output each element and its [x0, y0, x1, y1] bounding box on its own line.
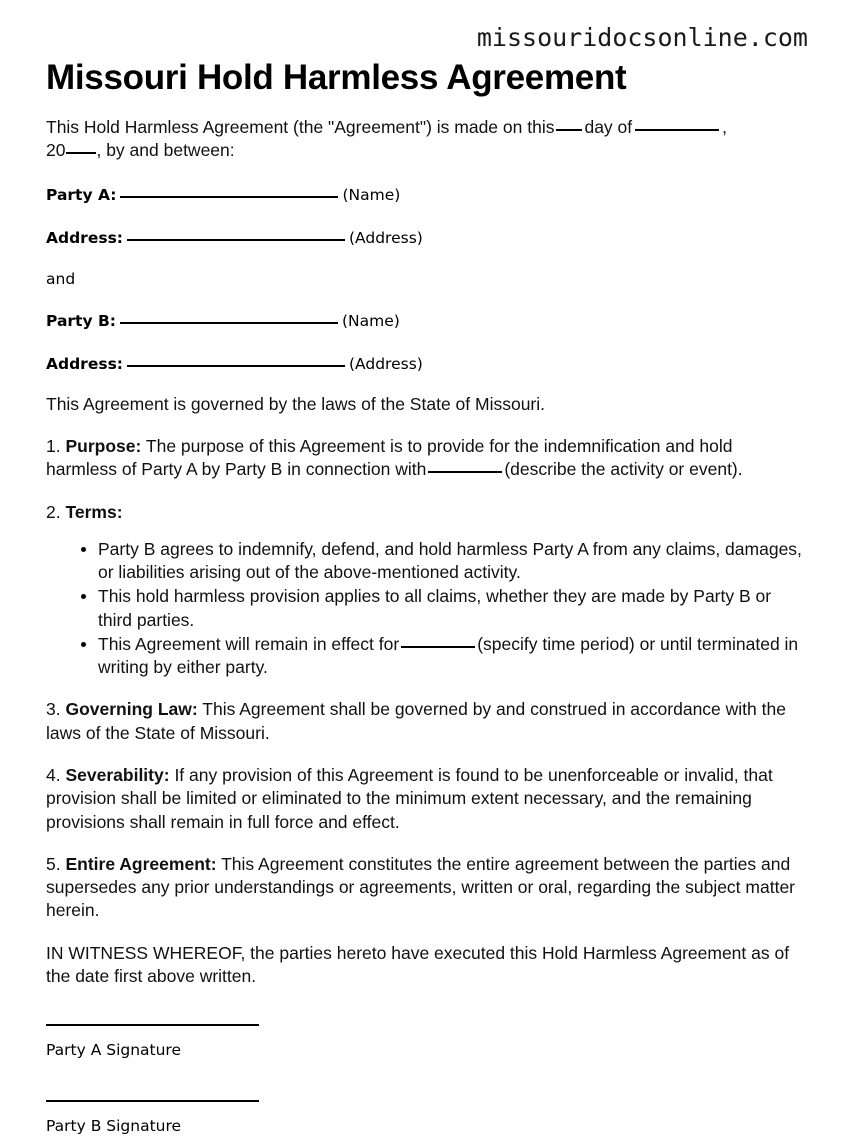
intro-text-before-day: This Hold Harmless Agreement (the "Agreement") is made on this [46, 116, 555, 137]
signature-block [46, 1024, 808, 1136]
party-a-address-row [46, 226, 808, 248]
party-a-address-blank[interactable] [127, 226, 345, 241]
terms-bullet-list [46, 538, 808, 680]
section-governing-law-text: This Agreement shall be governed by and construed in accordance with the laws of the State of Missouri. [46, 699, 786, 743]
party-b-address-row [46, 352, 808, 374]
party-b-name-row [46, 309, 808, 331]
site-watermark: missouridocsonline.com [476, 23, 808, 52]
list-item [80, 633, 808, 680]
party-b-hint: (Name) [341, 311, 400, 330]
party-a-signature-line[interactable] [46, 1024, 259, 1026]
section-severability-text: If any provision of this Agreement is found to be unenforceable or invalid, that provision shall be limited or eliminated to the minimum extent necessary, and the remaining provisions shall remain in full force and effect. [46, 764, 773, 832]
signature-spacer [46, 1060, 808, 1100]
intro-paragraph [46, 116, 808, 163]
intro-comma: , [722, 116, 728, 137]
term-duration-blank[interactable] [401, 634, 475, 648]
section-governing-law-heading: Governing Law: [65, 699, 198, 720]
section-purpose-text-before: The purpose of this Agreement is to provide for the indemnification and hold harmless of Party A by Party B in connection with [46, 436, 733, 480]
party-b-address-hint: (Address) [349, 354, 423, 373]
section-purpose [46, 435, 808, 482]
section-severability-heading: Severability: [65, 764, 170, 785]
parties-conjunction: and [46, 269, 76, 288]
section-terms [46, 501, 808, 524]
purpose-activity-blank[interactable] [428, 459, 502, 473]
party-a-name-row [46, 183, 808, 205]
party-b-signature-line[interactable] [46, 1100, 259, 1102]
day-blank[interactable] [556, 117, 582, 131]
section-purpose-heading: Purpose: [65, 436, 142, 457]
section-entire-agreement-number: 5. [46, 853, 61, 874]
party-a-signature-label: Party A Signature [46, 1041, 182, 1060]
year-prefix: 20 [46, 139, 66, 160]
section-purpose-number: 1. [46, 436, 61, 457]
party-b-name-blank[interactable] [120, 309, 338, 324]
section-severability [46, 764, 808, 834]
page-title: Missouri Hold Harmless Agreement [46, 57, 627, 97]
term-duration-text-before: This Agreement will remain in effect for [98, 633, 400, 654]
section-entire-agreement-heading: Entire Agreement: [65, 853, 217, 874]
list-item: This hold harmless provision applies to all claims, whether they are made by Party B or third parties. [80, 585, 808, 632]
party-a-label: Party A: [46, 186, 117, 205]
section-entire-agreement-text: This Agreement constitutes the entire agreement between the parties and supersedes any prior understandings or agreements, written or oral, regarding the subject matter herein. [46, 853, 796, 921]
party-a-hint: (Name) [342, 186, 401, 205]
witness-clause: IN WITNESS WHEREOF, the parties hereto have executed this Hold Harmless Agreement as of the date first above written. [46, 942, 790, 986]
section-governing-law [46, 698, 808, 745]
party-b-label: Party B: [46, 311, 116, 330]
governing-statement: This Agreement is governed by the laws of the State of Missouri. [46, 393, 545, 414]
section-terms-number: 2. [46, 501, 61, 522]
section-governing-law-number: 3. [46, 699, 61, 720]
year-blank[interactable] [66, 140, 96, 154]
month-blank[interactable] [635, 117, 719, 131]
list-item: Party B agrees to indemnify, defend, and hold harmless Party A from any claims, damages, or liabilities arising out of the above-mentioned activity. [80, 538, 808, 585]
party-a-name-blank[interactable] [120, 183, 338, 198]
party-b-address-blank[interactable] [127, 352, 345, 367]
section-terms-heading: Terms: [65, 501, 123, 522]
term-duration-text-after: (specify time period) or until terminated in writing by either party. [98, 633, 799, 678]
section-entire-agreement [46, 853, 808, 923]
intro-text-after-day: day of [584, 116, 633, 137]
party-a-address-hint: (Address) [349, 229, 423, 248]
section-severability-number: 4. [46, 764, 61, 785]
party-b-address-label: Address: [46, 354, 123, 373]
section-purpose-text-after: (describe the activity or event). [504, 459, 743, 480]
intro-text-after-year: , by and between: [96, 139, 235, 160]
party-b-signature-label: Party B Signature [46, 1117, 182, 1136]
party-a-address-label: Address: [46, 229, 123, 248]
